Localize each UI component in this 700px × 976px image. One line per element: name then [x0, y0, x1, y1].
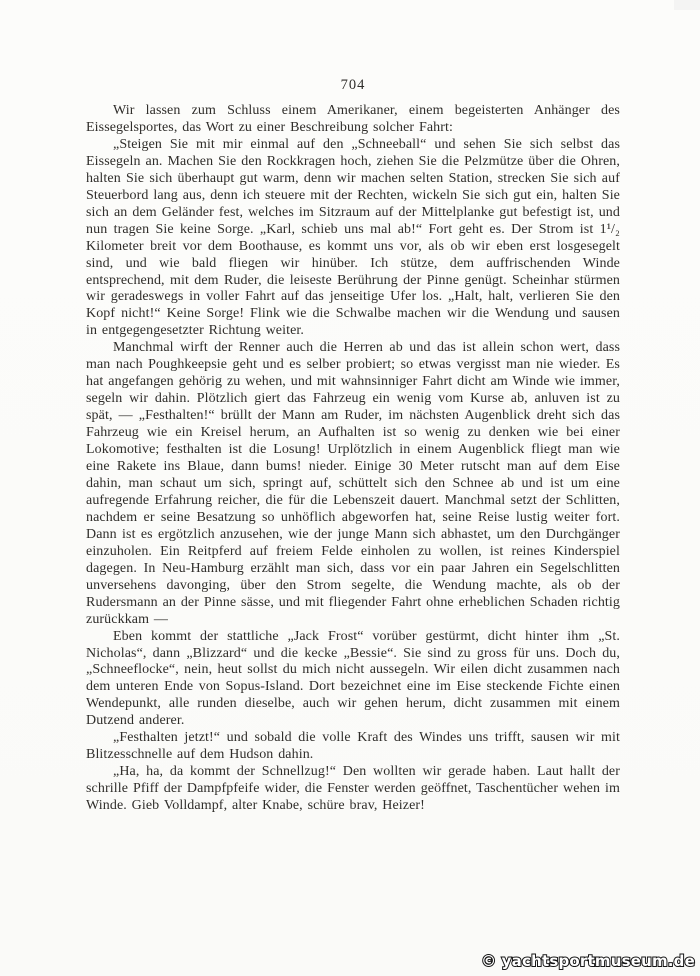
scan-edge-artifact	[674, 0, 700, 10]
text-column	[86, 0, 620, 815]
paragraph-schneeball: „Steigen Sie mit mir einmal auf den „Schneeball“ und sehen Sie sich selbst das Eissegeln an. Machen Sie den Rockkragen hoch, ziehen Sie die Pelzmütze über die Ohren, halten Sie sich überhaupt gut warm, denn wir machen selten Station, strecken Sie sich auf Steuerbord lang aus, denn ich steuere mit der Rechten, wickeln Sie sich gut ein, halten Sie sich an dem Geländer fest, welches im Sitzraum auf der Mittelplanke gut befestigt ist, und nun tragen Sie keine Sorge. „Karl, schieb uns mal ab!“ Fort geht es. Der Strom ist 1¹/₂ Kilometer breit vor dem Boothause, es kommt uns vor, als ob wir eben erst losgesegelt sind, und wie bald fliegen wir hinüber. Ich stütze, dem auffrischenden Winde entsprechend, mit dem Ruder, die leiseste Berührung der Pinne genügt. Scheinhar stürmen wir geradeswegs in voller Fahrt auf das jenseitige Ufer los. „Halt, halt, verlieren Sie den Kopf nicht!“ Keine Sorge! Flink wie die Schwalbe machen wir die Wendung und sausen in entgegengesetzter Richtung weiter.	[86, 136, 620, 339]
paragraph-intro: Wir lassen zum Schluss einem Amerikaner, einem begeisterten Anhänger des Eissegelsportes, das Wort zu einer Beschreibung solcher Fahrt:	[86, 103, 620, 135]
paragraph-manchmal: Manchmal wirft der Renner auch die Herren ab und das ist allein schon wert, dass man nach Poughkeepsie geht und es selber probiert; so etwas vergisst man nie wieder. Es hat angefangen gehörig zu wehen, und mit wahnsinniger Fahrt dicht am Winde wie immer, segeln wir dahin. Plötzlich giert das Fahrzeug ein wenig vom Kurse ab, anluven ist zu spät, — „Festhalten!“ brüllt der Mann am Ruder, im nächsten Augenblick dreht sich das Fahrzeug wie ein Kreisel herum, an Aufhalten ist so wenig zu denken wie bei einer Lokomotive; festhalten ist die Losung! Urplötzlich in einem Augenblick fliegt man wie eine Rakete ins Blaue, dann bums! nieder. Einige 30 Meter rutscht man auf dem Eise dahin, man schaut um sich, springt auf, schüttelt sich den Schnee ab und ist um eine aufregende Erfahrung reicher, die für die Lebenszeit dauert. Manchmal setzt der Schlitten, nachdem er seine Besatzung so unhöflich abgeworfen hat, seine Reise lustig weiter fort. Dann ist es ergötzlich anzusehen, wie der junge Mann sich abhastet, um den Durchgänger einzuholen. Ein Reitpferd auf freiem Felde einholen zu wollen, ist reines Kinderspiel dagegen. In Neu-Hamburg erzählt man sich, dass vor ein paar Jahren ein Segelschlitten unversehens davonging, über den Strom segelte, die Wendung machte, als ob der Rudersmann an der Pinne sässe, und mit fliegender Fahrt ohne erheblichen Schaden richtig zurückkam —	[86, 340, 620, 627]
watermark-copyright: © yachtsportmuseum.de	[481, 952, 695, 970]
paragraph-schnellzug: „Ha, ha, da kommt der Schnellzug!“ Den wollten wir gerade haben. Laut hallt der schrille Pfiff der Dampfpfeife wider, die Fenster werden geöffnet, Taschentücher wehen im Winde. Gieb Volldampf, alter Knabe, schüre brav, Heizer!	[86, 764, 620, 814]
paragraph-festhalten: „Festhalten jetzt!“ und sobald die volle Kraft des Windes uns trifft, sausen wir mit Blitzesschnelle auf dem Hudson dahin.	[86, 730, 620, 763]
page-number: 704	[340, 77, 366, 93]
text-block	[86, 103, 620, 815]
paragraph-jack-frost: Eben kommt der stattliche „Jack Frost“ vorüber gestürmt, dicht hinter ihm „St. Nicholas“, dann „Blizzard“ und die kecke „Bessie“. Sie sind zu gross für uns. Doch du, „Schneeflocke“, nein, heut sollst du mich nicht aussegeln. Wir eilen dicht zusammen nach dem unteren Ende von Sopus-Island. Dort bezeichnet eine im Eise steckende Fichte einen Wendepunkt, alle runden dieselbe, auch wir gehen herum, dicht zusammen mit einem Dutzend anderer.	[86, 628, 620, 729]
